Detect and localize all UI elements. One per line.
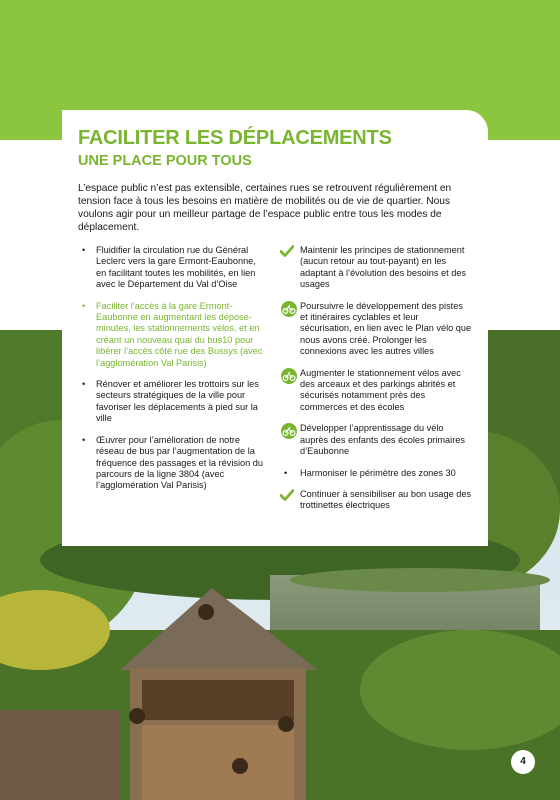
intro-paragraph: L’espace public n’est pas extensible, certaines rues se retrouvent régulièrement en tension face à tous les besoins en matière de mobilités ou de vie de quartier. Nous voulons agir pour un meilleur partage de l’espace public entre tous les modes de déplacement. bbox=[78, 183, 452, 233]
list-item-text: Œuvrer pour l’amélioration de notre réseau de bus par l’augmentation de la fréquence des passages et la révision du parcours de la ligne 3804 (avec l’agglomération Val Parisis) bbox=[96, 434, 264, 491]
list-item-text: Développer l’apprentissage du vélo auprès des enfants des écoles primaires d’Eaubonne bbox=[300, 423, 465, 457]
list-item-text: Rénover et améliorer les trottoirs sur les secteurs stratégiques de la ville pour favoriser les déplacements à pied sur la ville bbox=[96, 379, 259, 424]
two-column-list bbox=[78, 245, 472, 522]
list-item bbox=[280, 468, 472, 479]
page-number: 4 bbox=[511, 750, 535, 774]
list-item bbox=[78, 435, 268, 492]
check-icon bbox=[280, 489, 300, 512]
section-subtitle: UNE PLACE POUR TOUS bbox=[78, 153, 252, 169]
list-item bbox=[280, 301, 472, 358]
left-column bbox=[78, 245, 268, 522]
list-item-highlighted bbox=[78, 301, 268, 369]
bullet: • bbox=[82, 300, 86, 311]
list-item bbox=[280, 423, 472, 457]
bullet: • bbox=[82, 245, 86, 255]
list-item-text: Continuer à sensibiliser au bon usage des trottinettes électriques bbox=[300, 488, 472, 511]
list-item bbox=[280, 489, 472, 512]
list-item bbox=[280, 245, 472, 291]
list-item-text: Fluidifier la circulation rue du Général Leclerc vers la gare Ermont-Eaubonne, en facilitant toutes les mobilités, en lien avec le Département du Val d’Oise bbox=[96, 245, 256, 290]
content-card bbox=[62, 110, 488, 546]
bicycle-icon bbox=[280, 301, 300, 358]
section-title: FACILITER LES DÉPLACEMENTS bbox=[78, 127, 392, 149]
check-icon bbox=[280, 245, 300, 291]
bicycle-icon bbox=[280, 423, 300, 457]
bicycle-icon bbox=[280, 368, 300, 414]
list-item bbox=[280, 368, 472, 414]
right-column bbox=[280, 245, 472, 522]
bullet: • bbox=[82, 434, 86, 445]
list-item bbox=[78, 245, 268, 291]
list-item-text: Harmoniser le périmètre des zones 30 bbox=[300, 467, 456, 478]
list-item bbox=[78, 379, 268, 425]
list-item-text: Poursuivre le développement des pistes et itinéraires cyclables et leur sécurisation, en lien avec le Plan vélo que nous avons créé. Prolonger les connexions avec les autres villes bbox=[300, 300, 472, 357]
list-item-text: Augmenter le stationnement vélos avec des arceaux et des parkings abrités et sécurisés notamment près des commerces et des écoles bbox=[300, 367, 461, 412]
bullet: • bbox=[284, 467, 288, 478]
bullet: • bbox=[82, 379, 86, 390]
list-item-text: Faciliter l’accès à la gare Ermont-Eaubonne en augmentant les dépose-minutes, les stationnements vélos, et en créant un nouveau quai du bus10 pour libérer l’accès côté rue des Bussys (avec l’agglomération Val Parisis) bbox=[96, 300, 263, 368]
list-item-text: Maintenir les principes de stationnement (aucun retour au tout-payant) en les adaptant à l’évolution des besoins et des usages bbox=[300, 245, 467, 290]
